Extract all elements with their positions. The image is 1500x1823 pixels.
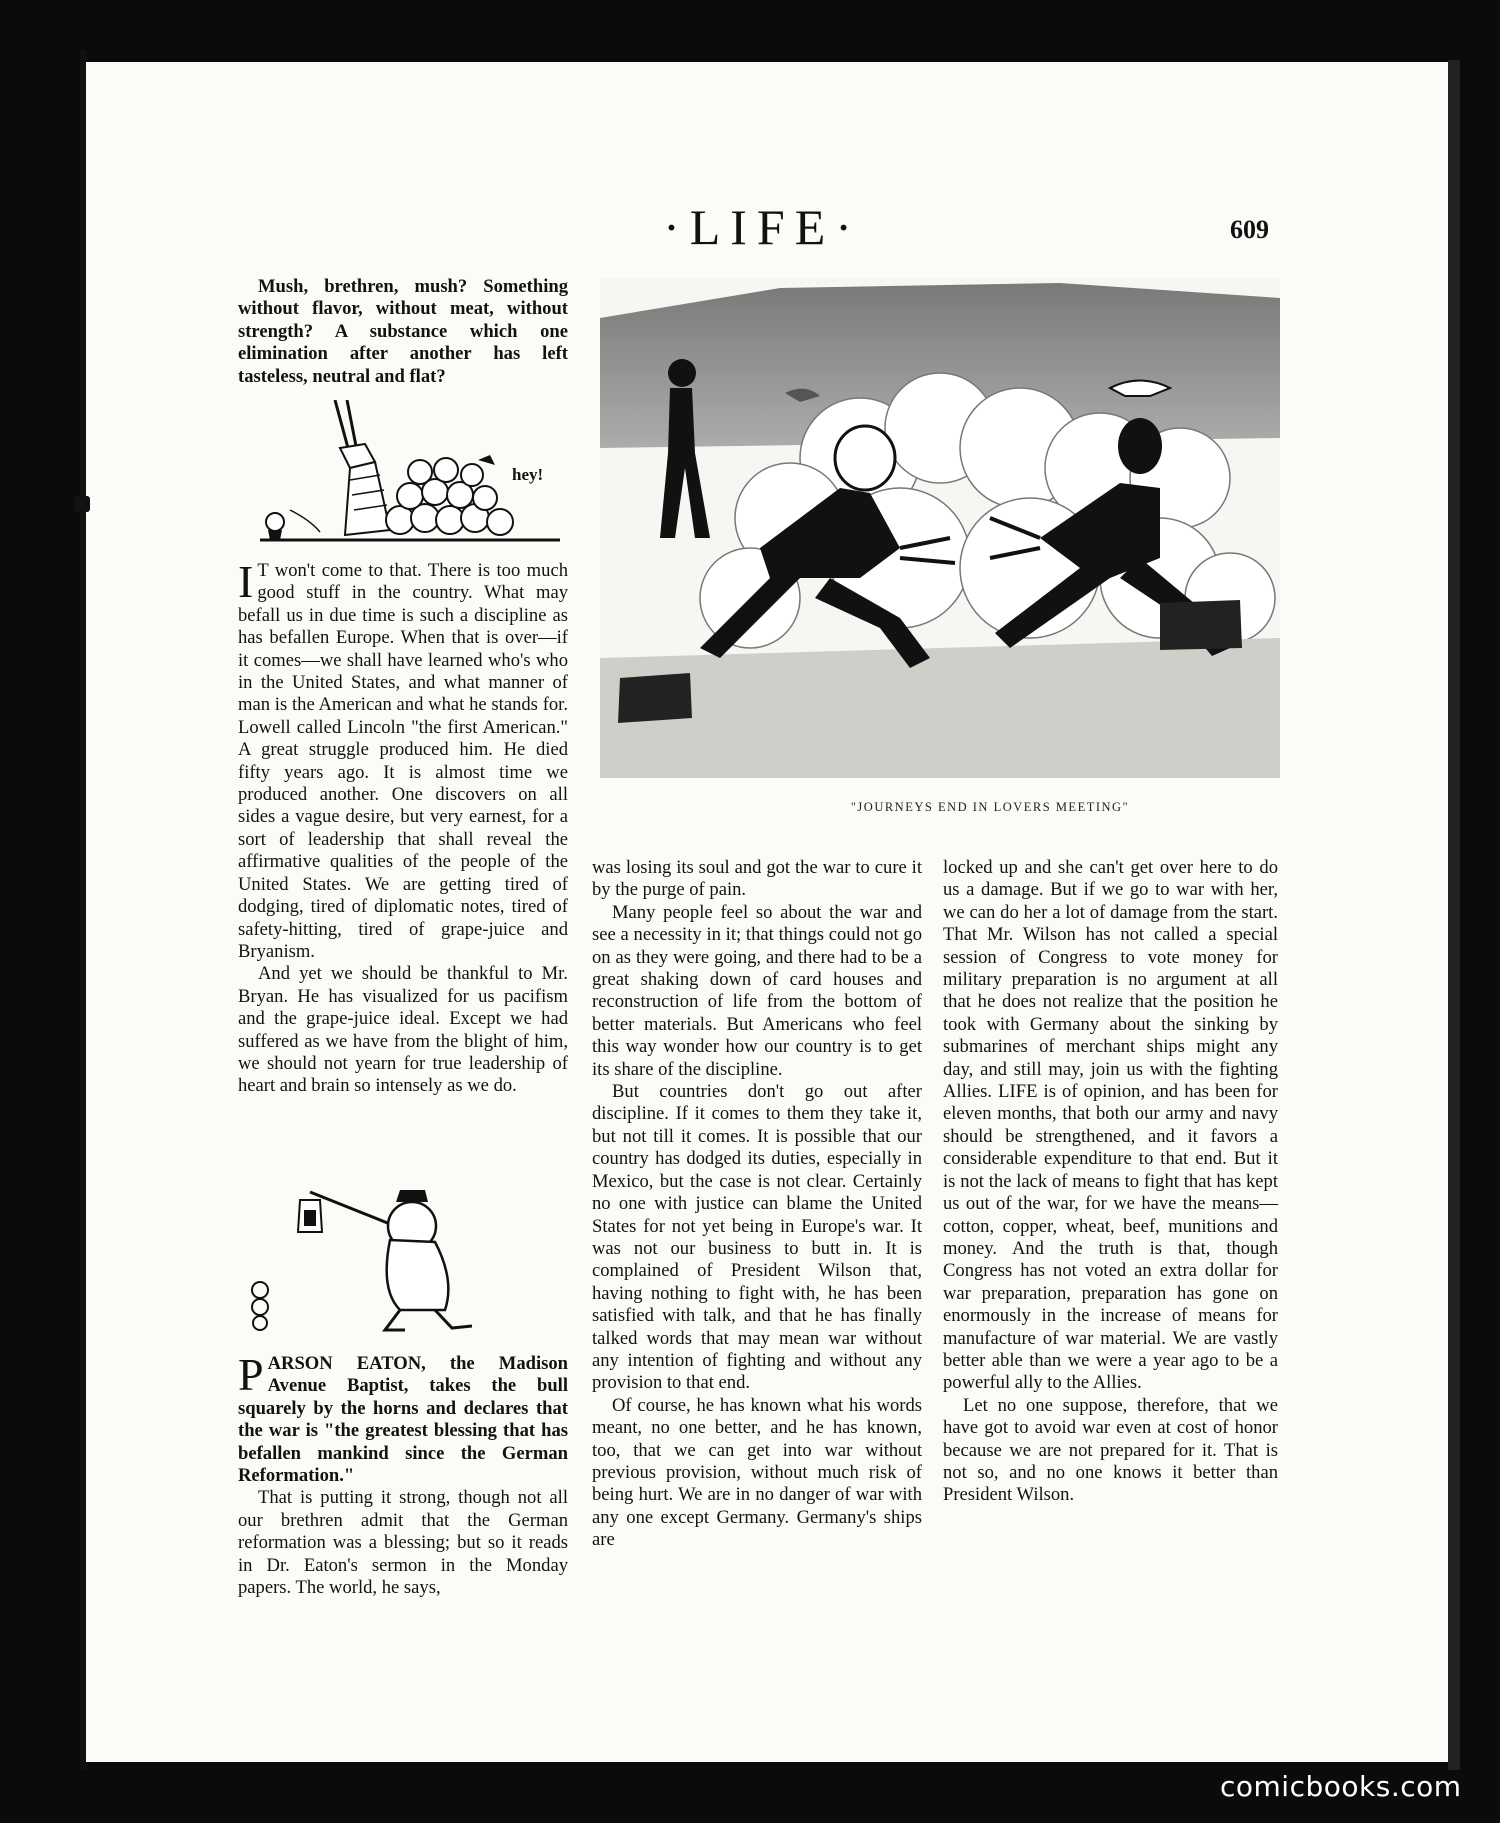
paragraph-many-people: Many people feel so about the war and see a necessity in it; that things could not go on as they were going, and there had to be a great shaking down of card houses and reconstruction of life from the bottom of better materials. But Americans who feel this way wonder how our country is to get its share of the discipline. — [592, 901, 922, 1080]
dropcap-p: P — [238, 1349, 264, 1400]
lovers-meeting-cartoon — [600, 278, 1280, 778]
column-2 — [592, 857, 922, 1552]
paragraph-let-no-one: Let no one suppose, therefore, that we have got to avoid war even at cost of honor because we are not prepared for it. That is not so, and no one knows it better than President Wilson. — [943, 1394, 1278, 1506]
paragraph-locked-up: locked up and she can't get over here to do us a damage. But if we go to war with her, we can do her a lot of damage from the start. That Mr. Wilson has not called a special session of Congress to vote money for military preparation is no argument at all that he does not realize that the position he took with Germany about the sinking by submarines of merchant ships might any day, and still may, join us with the fighting Allies. LIFE is of opinion, and has been for eleven months, that both our army and navy should be strengthened, and it favors a considerable expenditure to that end. But it is not the lack of means to fight that has kept us out of the war, for we have the means—cotton, copper, wheat, beef, munitions and money. And the truth is that, though Congress has not voted an extra dollar for war preparation, preparation has gone on enormously in the increase of means for manufacture of war material. We are vastly better able than we were a year ago to be a powerful ally to the Allies. — [943, 857, 1278, 1394]
page-number: 609 — [1230, 215, 1269, 244]
cartoon-caption: "JOURNEYS END IN LOVERS MEETING" — [850, 800, 1130, 814]
intro-paragraph: Mush, brethren, mush? Something without flavor, without meat, without strength? A substance which one elimination after another has left tasteless, neutral and flat? — [238, 276, 568, 387]
broom-sweeping-crowd-icon — [250, 400, 570, 545]
column-1-body — [238, 556, 568, 1098]
paragraph-won't-come: T won't come to that. There is too much good stuff in the country. What may befall us in due time is such a discipline as has befallen Europe. When that is over—if it comes—we shall have learned who's who in the United States, and what manner of man is the American and what he stands for. Lowell called Lincoln "the first American." A great struggle produced him. He died fifty years ago. It is almost time we produced another. One discovers on all sides a vague desire, but very earnest, for a sort of leadership that shall reveal the affirmative qualities of the people of the United States. We are getting tired of dodging, tired of diplomatic notes, tired of safety-hitting, tired of grape-juice and Bryanism. — [238, 560, 568, 962]
parson-with-lantern-icon — [240, 1180, 520, 1335]
site-watermark: comicbooks.com — [1220, 1770, 1462, 1803]
paragraph-of-course: Of course, he has known what his words meant, no one better, and he has known, too, that we can get into war without previous provision, without much risk of being hurt. We are in no danger of war with any one except Germany. Germany's ships are — [592, 1394, 922, 1551]
dropcap-i: I — [238, 556, 254, 607]
column-1-parson — [238, 1349, 568, 1599]
column-3 — [943, 857, 1278, 1507]
column-1-intro — [238, 276, 568, 388]
paragraph-bryan: And yet we should be thankful to Mr. Bryan. He has visualized for us pacifism and the grape-juice ideal. Except we had suffered as we have from the blight of him, we should not yearn for true leadership of heart and brain so intensely as we do. — [238, 963, 568, 1097]
binding-mark — [74, 496, 90, 512]
sweep-exclamation: hey! — [512, 465, 544, 484]
magazine-title: ·LIFE· — [663, 199, 862, 255]
paragraph-losing-its-soul: was losing its soul and got the war to cure it by the purge of pain. — [592, 857, 922, 901]
paragraph-countries-discipline: But countries don't go out after discipline. If it comes to them they take it, but not till it comes. It is possible that our country has dodged its duties, especially in Mexico, but the case is not clear. Certainly no one with justice can blame the United States for not yet being in Europe's war. It was not our business to butt in. It is complained of President Wilson that, having nothing to fight with, he has been satisfied with talk, and that he has finally talked words that may mean war without any intention of fighting and without any provision to that end. — [592, 1081, 922, 1394]
page-left-border — [80, 50, 86, 1770]
paragraph-putting-it-strong: That is putting it strong, though not all our brethren admit that the German reformation was a blessing; but so it reads in Dr. Eaton's sermon in the Monday papers. The world, he says, — [238, 1487, 568, 1599]
paragraph-parson-eaton: ARSON EATON, the Madison Avenue Baptist, takes the bull squarely by the horns and declares that the war is "the greatest blessing that has befallen mankind since the German Reformation." — [238, 1353, 568, 1487]
page-right-border — [1448, 60, 1460, 1770]
